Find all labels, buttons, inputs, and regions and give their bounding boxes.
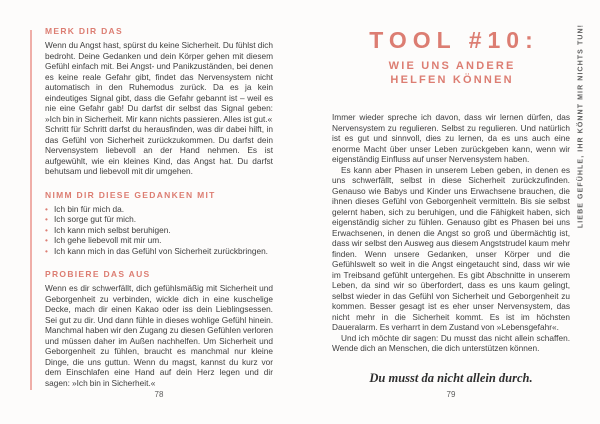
list-item: • Ich sorge gut für mich. xyxy=(45,214,273,225)
list-item: • Ich gehe liebevoll mit mir um. xyxy=(45,235,273,246)
paragraph: Und ich möchte dir sagen: Du musst das nicht allein schaffen. Wende dich an Menschen, die dich unterstützen können. xyxy=(332,332,570,353)
page-number-left: 78 xyxy=(154,390,164,399)
list-item: • Ich bin für mich da. xyxy=(45,204,273,215)
paragraph: Es kann aber Phasen in unserem Leben geben, in denen es uns schwerfällt, selbst in diese Sicherheit zurückzufinden. Genauso wie Babys und Kinder uns Erwachsene brauchen, die ihnen dieses Gefühl von Geborgenheit vermitteln. Bis sie selbst gelernt haben, sich zu beruhigen, und die Fähigkeit haben, sich eigenständig sicher zu fühlen. Genauso gibt es Phasen bei uns Erwachsenen, in denen die Angst so groß und übermächtig ist, dass wir selbst den Ausweg aus diesem Angststrudel kaum mehr finden. Wenn unsere Gedanken, unser Körper und die Gefühlswelt so weit in die Angst eingetaucht sind, dass wir wie im Treibsand gefühlt untergehen. Es gibt Abschnitte in unserem Leben, da sind wir so überfordert, dass es uns kaum gelingt, selbst wieder in das Gefühl von Sicherheit und Geborgenheit zu kommen. Besser gesagt ist es eher unser Nervensystem, das nicht mehr in die Sicherheit kommt. Es ist im höchsten Daueralarm. Es verharrt in dem Zustand von »Lebensgefahr«. xyxy=(332,164,570,332)
paragraph: Immer wieder spreche ich davon, dass wir lernen dürfen, das Nervensystem zu regulieren. Selbst zu regulieren. Und natürlich ist es gut und sinnvoll, dies zu lernen, da es uns auch eine enorme Macht über unser Leben zurückgeben kann, wenn wir eigenständig Einfluss auf unser Nervensystem haben. xyxy=(332,112,570,164)
page-number-right: 79 xyxy=(446,390,456,399)
page-left xyxy=(45,26,273,388)
chapter-subtitle xyxy=(332,60,570,87)
margin-running-head-text: LIEBE GEFÜHLE, IHR KÖNNT MIR NICHTS TUN! xyxy=(577,23,585,229)
paragraph: Wenn es dir schwerfällt, dich gefühlsmäßig mit Sicherheit und Geborgenheit zu verbinden, wickle dich in eine kuschelige Decke, mach dir einen Kakao oder iss dein Lieblingsessen. Sei gut zu dir. Und dann fühle in dieses wohlige Gefühl hinein. Manchmal haben wir den Zugang zu diesen Gefühlen verloren und müssen daher im Außen nachhelfen. Um Sicherheit und Geborgenheit zu fühlen, braucht es manchmal nur kleine Dinge, die uns guttun. Wenn du magst, kannst du kurz vor dem Einschlafen eine Hand auf dein Herz legen und dir sagen: »Ich bin in Sicherheit.« xyxy=(45,283,273,388)
section-heading: MERK DIR DAS xyxy=(45,26,123,36)
left-margin-rule xyxy=(30,30,32,390)
chapter-subtitle-line: HELFEN KÖNNEN xyxy=(390,73,514,86)
section-merk-dir-das xyxy=(45,26,273,177)
list-item: • Ich kann mich in das Gefühl von Sicherheit zurückbringen. xyxy=(45,246,273,257)
section-heading: NIMM DIR DIESE GEDANKEN MIT xyxy=(45,189,216,200)
paragraph: Schritt für Schritt darfst du herausfinden, was dir dabei hilft, in das Gefühl von Sicherheit zurückzukommen. Du darfst dein Nervensystem liebevoll an der Hand nehmen. Es ist aufgewühlt, wie ein kleines Kind, das Angst hat. Du darfst behutsam und liebevoll mit dir umgehen. xyxy=(45,124,273,176)
section-heading: PROBIERE DAS AUS xyxy=(45,269,151,279)
list-item: • Ich kann mich selbst beruhigen. xyxy=(45,225,273,236)
affirmation-list xyxy=(45,204,273,257)
section-probiere-das-aus xyxy=(45,269,273,388)
chapter-body xyxy=(332,112,570,354)
paragraph: Wenn du Angst hast, spürst du keine Sicherheit. Du fühlst dich bedroht. Deine Gedanken und dein Körper gehen mit diesem Gefühl einfach mit. Bei Angst- und Panikzuständen, bei denen es keine reale Gefahr gibt, findet das Nervensystem nicht automatisch in den Ruhemodus zurück. Da es ja kein eindeutiges Signal gibt, dass die Gefahr gebannt ist – weil es nie eine Gefahr gab! Du darfst dir selbst das Signal geben: »Ich bin in Sicherheit. Mir kann nichts passieren. Alles ist gut.« xyxy=(45,40,273,124)
section-nimm-dir-diese-gedanken-mit xyxy=(45,190,273,257)
chapter-subtitle-line: WIE UNS ANDERE xyxy=(388,60,516,72)
page-right xyxy=(332,28,570,386)
chapter-title: TOOL #10: xyxy=(369,27,539,53)
pull-quote: Du musst da nicht allein durch. xyxy=(369,370,533,385)
